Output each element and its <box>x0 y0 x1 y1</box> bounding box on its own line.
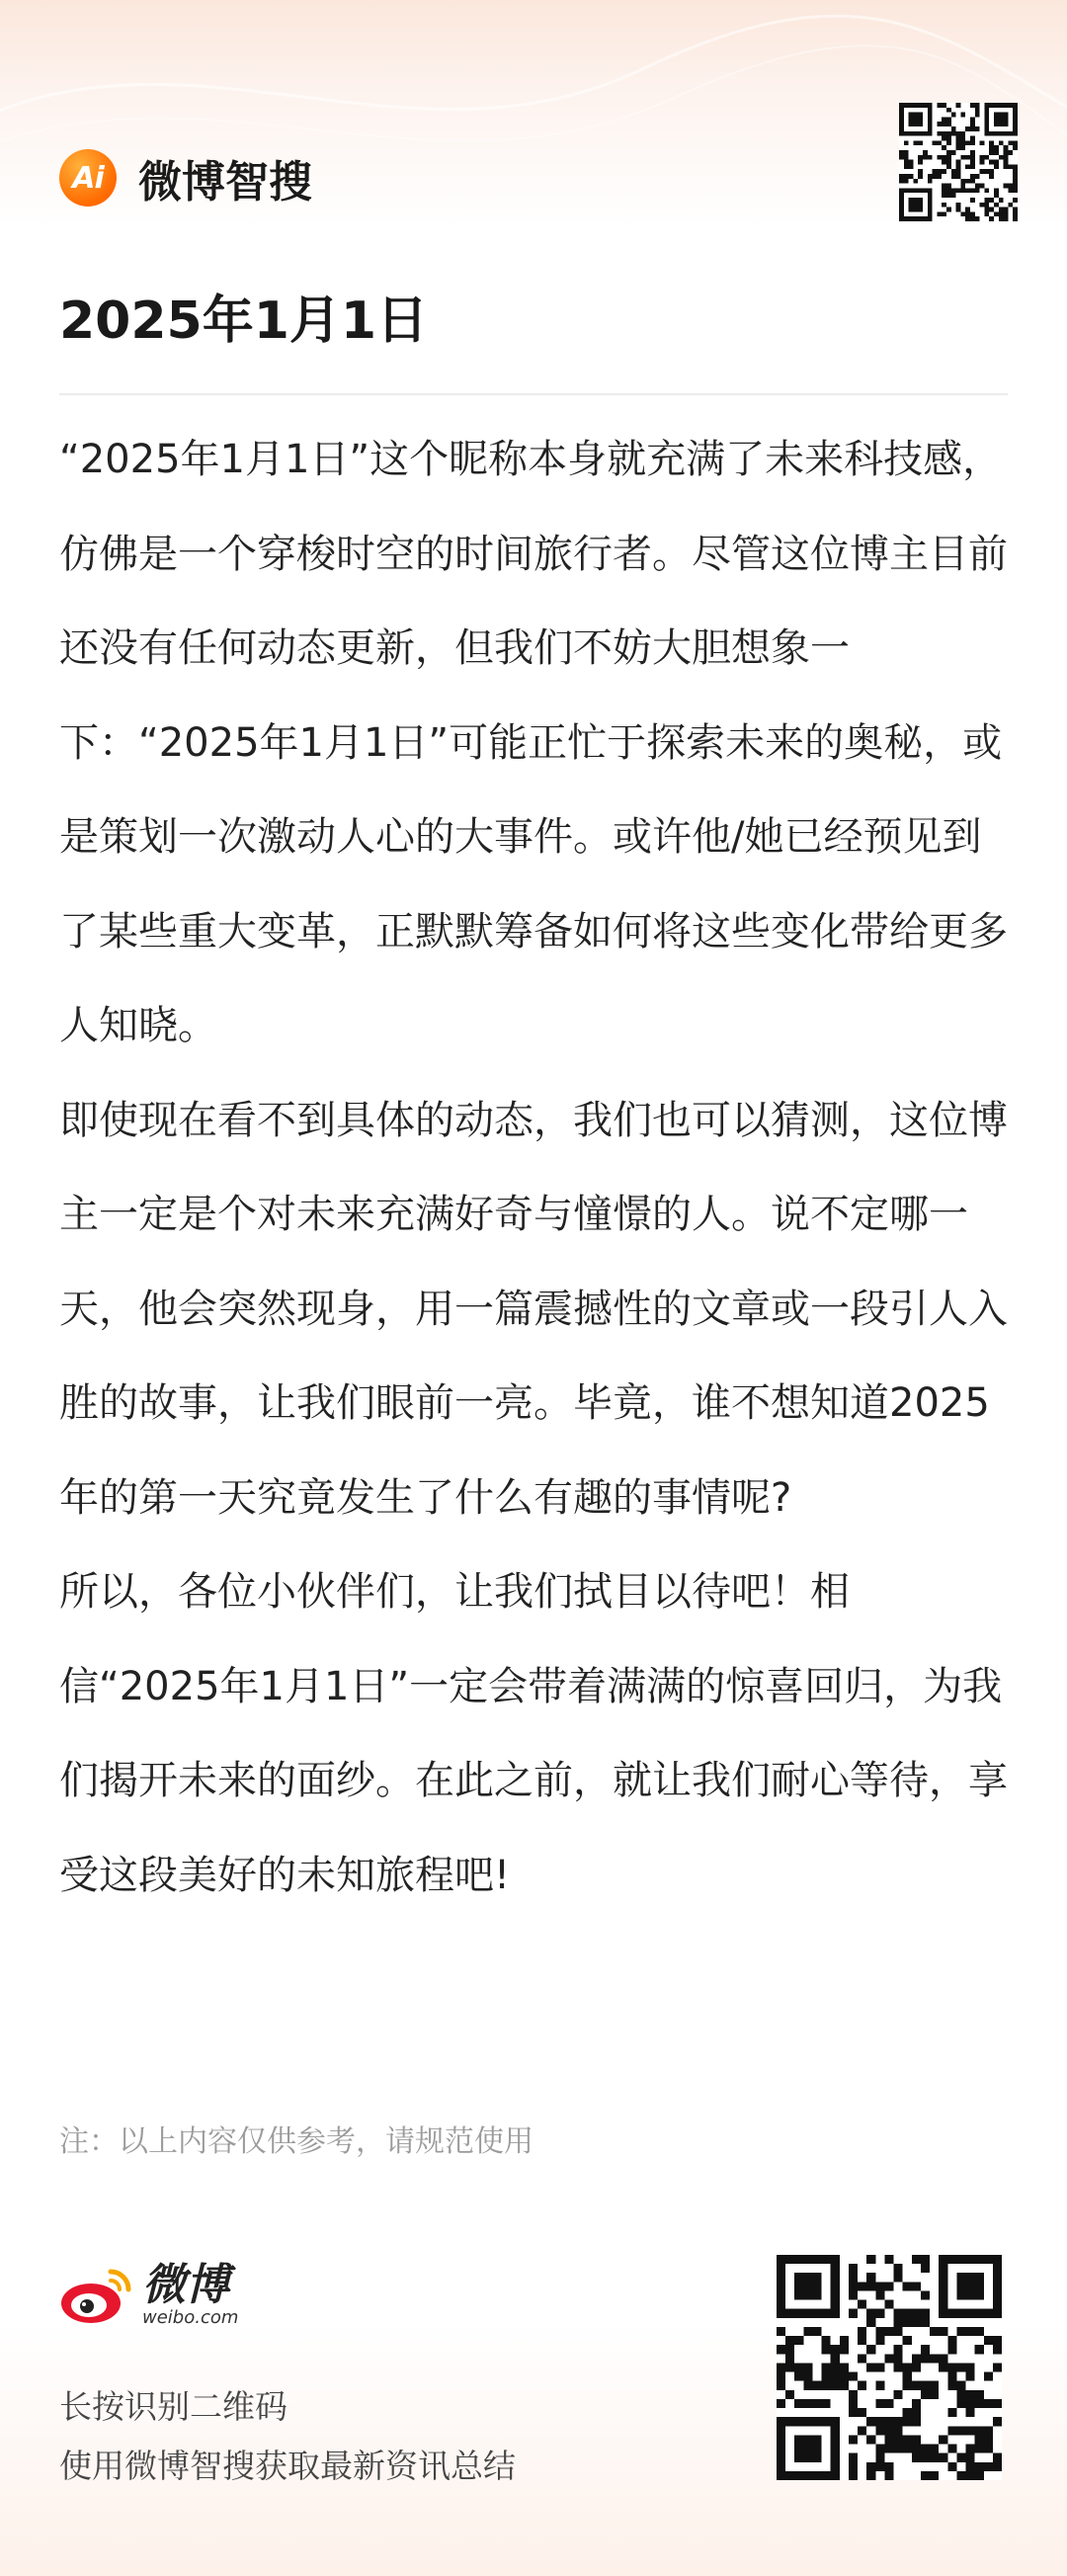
paragraph: “2025年1月1日”这个昵称本身就充满了未来科技感，仿佛是一个穿梭时空的时间旅行者。尽管这位博主目前还没有任何动态更新，但我们不妨大胆想象一下：“2025年1月1日”可能正忙于探索未来的奥秘，或是策划一次激动人心的大事件。或许他/她已经预见到了某些重大变革，正默默筹备如何将这些变化带给更多人知晓。 <box>59 437 1008 1048</box>
page-title: 2025年1月1日 <box>59 291 429 351</box>
footer-instruction: 长按识别二维码 <box>59 2387 287 2426</box>
title-divider <box>59 393 1008 395</box>
weibo-logo <box>59 2260 239 2328</box>
paragraph: 即使现在看不到具体的动态，我们也可以猜测，这位博主一定是个对未来充满好奇与憧憬的人。说不定哪一天，他会突然现身，用一篇震撼性的文章或一段引人入胜的故事，让我们眼前一亮。毕竟，谁不想知道2025年的第一天究竟发生了什么有趣的事情呢? <box>59 1097 1008 1521</box>
qr-code-icon[interactable] <box>899 103 1018 221</box>
weibo-eye-icon <box>59 2266 132 2325</box>
article-body <box>59 413 1010 1923</box>
ai-logo-icon: Ai <box>59 149 117 207</box>
footer-description: 使用微博智搜获取最新资讯总结 <box>59 2447 516 2485</box>
brand-name: 微博智搜 <box>138 157 312 208</box>
paragraph: 所以，各位小伙伴们，让我们拭目以待吧！相信“2025年1月1日”一定会带着满满的惊喜回归，为我们揭开未来的面纱。在此之前，就让我们耐心等待，享受这段美好的未知旅程吧! <box>59 1569 1008 1898</box>
weibo-logo-domain: weibo.com <box>142 2307 239 2328</box>
disclaimer-note: 注：以上内容仅供参考，请规范使用 <box>59 2124 534 2159</box>
app-header <box>59 138 312 217</box>
weibo-logo-name: 微博 <box>142 2260 229 2310</box>
qr-code-icon[interactable] <box>777 2255 1002 2480</box>
